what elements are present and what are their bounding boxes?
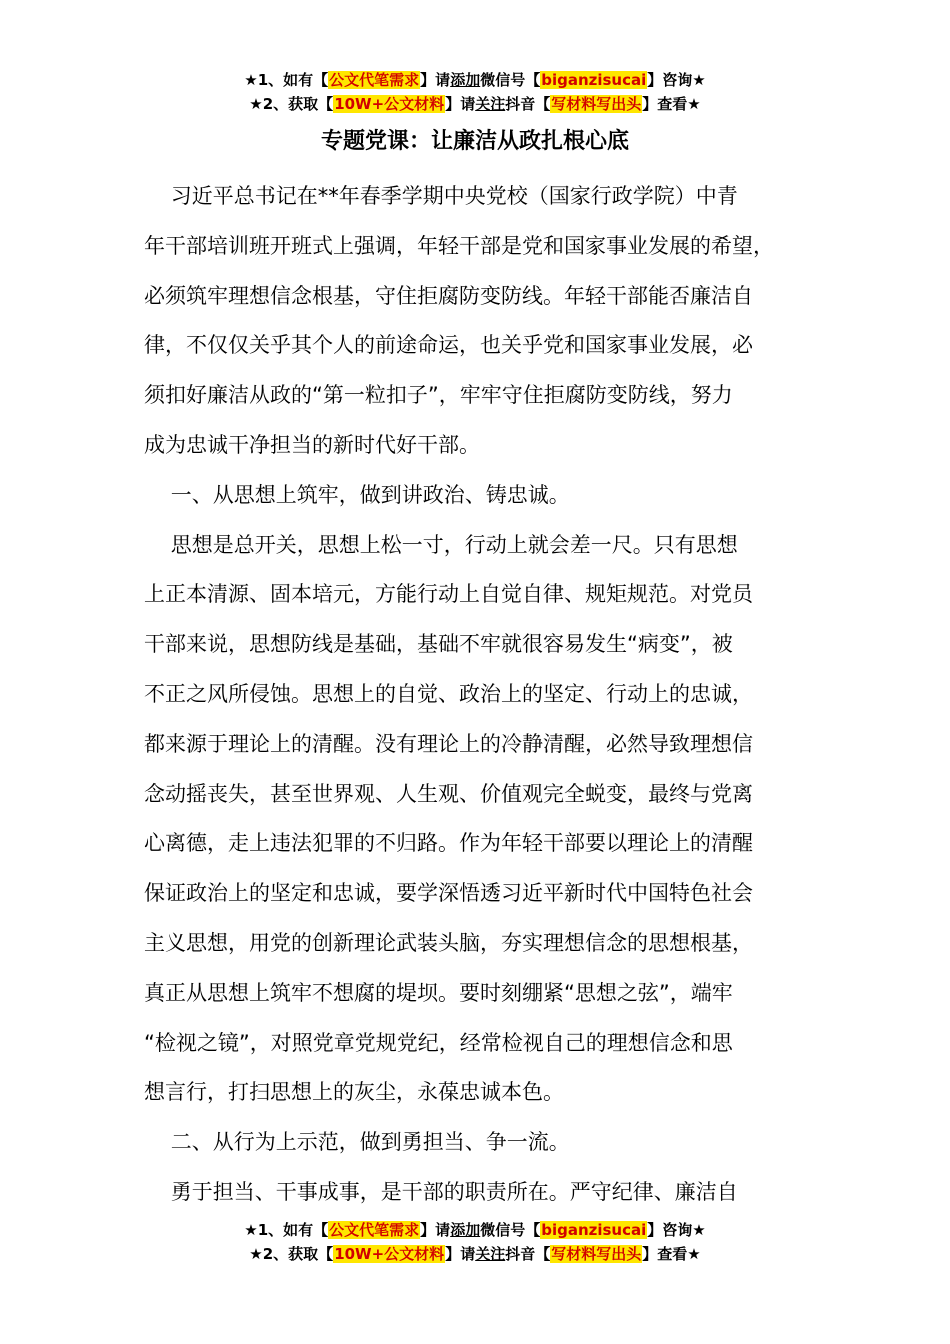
document-title: 专题党课：让廉洁从政扎根心底 bbox=[320, 129, 629, 154]
banner-text: 微信号【 bbox=[480, 1221, 541, 1239]
banner-line-1 bbox=[0, 1218, 950, 1242]
banner-text: 】咨询★ bbox=[647, 1221, 706, 1239]
banner-text: ★1、如有【 bbox=[244, 1221, 329, 1239]
banner-text: 添加 bbox=[450, 1221, 481, 1239]
body-line: 律，不仅仅关乎其个人的前途命运，也关乎党和国家事业发展，必 bbox=[144, 333, 753, 358]
body-line: 想言行，打扫思想上的灰尘，永葆忠诚本色。 bbox=[144, 1080, 564, 1105]
banner-text: 关注 bbox=[475, 1245, 506, 1263]
body-line: 干部来说，思想防线是基础，基础不牢就很容易发生“病变”，被 bbox=[144, 632, 733, 657]
banner-highlight: 10W+公文材料 bbox=[334, 95, 445, 113]
banner-line-2 bbox=[0, 1242, 950, 1266]
banner-text: 】请 bbox=[445, 95, 476, 113]
document-body bbox=[144, 172, 806, 1218]
banner-text: 添加 bbox=[450, 71, 481, 89]
body-line: 上正本清源、固本培元，方能行动上自觉自律、规矩规范。对党员 bbox=[144, 582, 753, 607]
body-line: 真正从思想上筑牢不想腐的堤坝。要时刻绷紧“思想之弦”，端牢 bbox=[144, 980, 733, 1005]
banner-text: 关注 bbox=[475, 95, 506, 113]
section-heading: 一、从思想上筑牢，做到讲政治、铸忠诚。 bbox=[144, 482, 570, 507]
banner-text: ★2、获取【 bbox=[249, 95, 334, 113]
banner-highlight: 公文代笔需求 bbox=[329, 1221, 420, 1239]
top-banner bbox=[0, 68, 950, 116]
body-line: 习近平总书记在**年春季学期中央党校（国家行政学院）中青 bbox=[144, 184, 738, 208]
banner-text: 】查看★ bbox=[642, 1245, 701, 1263]
section-heading: 二、从行为上示范，做到勇担当、争一流。 bbox=[144, 1130, 570, 1155]
banner-text: 】请 bbox=[420, 71, 451, 89]
banner-text: 】咨询★ bbox=[647, 71, 706, 89]
body-line: 必须筑牢理想信念根基，守住拒腐防变防线。年轻干部能否廉洁自 bbox=[144, 283, 753, 308]
body-line: 念动摇丧失，甚至世界观、人生观、价值观完全蜕变，最终与党离 bbox=[144, 781, 753, 806]
banner-line-1 bbox=[0, 68, 950, 92]
banner-text: ★1、如有【 bbox=[244, 71, 329, 89]
banner-text: 微信号【 bbox=[480, 71, 541, 89]
body-line: 心离德，走上违法犯罪的不归路。作为年轻干部要以理论上的清醒 bbox=[144, 831, 753, 856]
body-line: 年干部培训班开班式上强调，年轻干部是党和国家事业发展的希望， bbox=[144, 233, 774, 258]
banner-text: 】请 bbox=[420, 1221, 451, 1239]
bottom-banner bbox=[0, 1218, 950, 1266]
banner-text: 】请 bbox=[445, 1245, 476, 1263]
body-line: 保证政治上的坚定和忠诚，要学深悟透习近平新时代中国特色社会 bbox=[144, 881, 753, 906]
body-line: 勇于担当、干事成事，是干部的职责所在。严守纪律、廉洁自 bbox=[144, 1179, 738, 1204]
body-line: 不正之风所侵蚀。思想上的自觉、政治上的坚定、行动上的忠诚， bbox=[144, 681, 753, 706]
body-line: 须扣好廉洁从政的“第一粒扣子”，牢牢守住拒腐防变防线，努力 bbox=[144, 383, 733, 408]
body-line: 都来源于理论上的清醒。没有理论上的冷静清醒，必然导致理想信 bbox=[144, 731, 753, 756]
banner-line-2 bbox=[0, 92, 950, 116]
banner-text: 】查看★ bbox=[642, 95, 701, 113]
body-line: 成为忠诚干净担当的新时代好干部。 bbox=[144, 432, 480, 457]
body-line: 思想是总开关，思想上松一寸，行动上就会差一尺。只有思想 bbox=[144, 532, 738, 557]
banner-highlight: 公文代笔需求 bbox=[329, 71, 420, 89]
body-line: 主义思想，用党的创新理论武装头脑，夯实理想信念的思想根基， bbox=[144, 930, 753, 955]
banner-text: 抖音【 bbox=[505, 95, 551, 113]
banner-douyin-name: 写材料写出头 bbox=[551, 95, 642, 113]
banner-douyin-name: 写材料写出头 bbox=[551, 1245, 642, 1263]
banner-text: ★2、获取【 bbox=[249, 1245, 334, 1263]
banner-highlight: 10W+公文材料 bbox=[334, 1245, 445, 1263]
banner-text: 抖音【 bbox=[505, 1245, 551, 1263]
body-line: “检视之镜”，对照党章党规党纪，经常检视自己的理想信念和思 bbox=[144, 1030, 733, 1055]
banner-wechat-id: biganzisucai bbox=[541, 1221, 647, 1239]
banner-wechat-id: biganzisucai bbox=[541, 71, 647, 89]
